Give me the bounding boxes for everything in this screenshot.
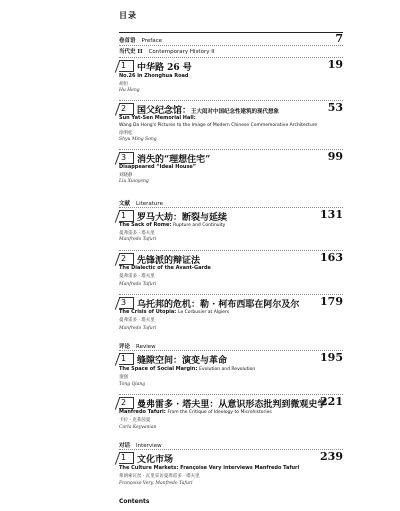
entry-author-zh: 童强 [119, 375, 128, 380]
entry-title-sub: 王大闳对中国纪念性建筑的现代想象 [191, 109, 280, 115]
entry-author-en: Françoise Very, Manfredo Tafuri [119, 481, 193, 486]
toc-title: 目录 [119, 10, 137, 20]
entry-subtitle: The Space of Social Margin: Evolution and Revolution [119, 366, 256, 372]
page-number: 7 [335, 32, 343, 45]
entry-author-zh: 曼弗雷多 · 塔夫里 [119, 318, 155, 323]
entry-subtitle-sub: Wang Da Hong's Pictures to the Image of Modern Chinese Commemorative Architecture [119, 123, 318, 128]
section-en: Review [136, 344, 156, 350]
entry-title: 先锋派的辩证法 [137, 256, 201, 266]
entry-author-zh: 曼弗雷多 · 塔夫里 [119, 231, 155, 236]
entry-rule [119, 57, 343, 58]
entry-subtitle: Sun Yat-Sen Memorial Hall: [119, 115, 196, 121]
page-number: 99 [327, 150, 343, 163]
entry-author-en: Manfredo Tafuri [119, 237, 157, 242]
entry-title: 中华路 26 号 [137, 63, 192, 73]
entry-subtitle: Disappeared “Ideal House” [119, 164, 197, 170]
entry-title: 乌托邦的危机：勒 · 柯布西耶在阿尔及尔 [137, 300, 300, 310]
entry-subtitle: Manfredo Tafuri: From the Critique of Ideology to Microhistories [119, 409, 272, 415]
entry-number: 1 [119, 452, 134, 464]
entry-author-en: Shyu Ming Song [119, 137, 157, 142]
entry-number: 2 [119, 253, 134, 265]
entry-number: 2 [119, 397, 134, 409]
section-review [119, 342, 156, 350]
entry-rule [119, 207, 343, 208]
page-number: 163 [320, 251, 343, 264]
footer-label: Contents [119, 498, 150, 505]
entry-title: 消失的“理想住宅” [137, 155, 211, 165]
entry-rule [119, 294, 343, 295]
entry-author-en: Tong Qiang [119, 382, 146, 387]
page-number: 19 [327, 58, 343, 71]
entry-rule [119, 149, 343, 150]
page-number: 195 [320, 351, 343, 364]
entry-author-en: Manfredo Tafuri [119, 282, 157, 287]
section-en: Preface [141, 38, 162, 44]
page-number: 239 [320, 450, 343, 463]
section-rule [119, 32, 343, 33]
entry-title: 曼弗雷多 · 塔夫里：从意识形态批判到微观史学 [137, 400, 327, 410]
entry-author-zh: 胡恒 [119, 82, 128, 87]
entry-number: 1 [119, 353, 134, 365]
entry-subtitle: The Sack of Rome: Rupture and Continuity [119, 222, 226, 228]
entry-title: 国父纪念馆：王大闳对中国纪念性建筑的现代想象 [137, 106, 280, 116]
section-zh: 评论 [119, 344, 131, 350]
entry-rule [119, 394, 343, 395]
entry-rule [119, 350, 343, 351]
section-rule [119, 45, 343, 46]
entry-rule [119, 449, 343, 450]
entry-author-en: Liu Xiaoyeng [119, 179, 149, 184]
section-literature [119, 199, 163, 207]
section-contemporary-history [119, 47, 214, 55]
page-number: 179 [320, 295, 343, 308]
entry-rule [119, 250, 343, 251]
entry-title: 缝隙空间：演变与革命 [137, 356, 228, 366]
entry-author-en: Carla Keyvanian [119, 425, 157, 430]
entry-title: 罗马大劫：断裂与延续 [137, 213, 228, 223]
page-number: 53 [327, 101, 343, 114]
entry-title: 文化市场 [137, 455, 174, 465]
page-number: 221 [320, 395, 343, 408]
section-zh: 卷首语 [119, 38, 136, 44]
entry-author-zh: 徐明松 [119, 131, 133, 136]
section-interview [119, 441, 162, 449]
entry-rule [119, 100, 343, 101]
section-zh: 当代史 II [119, 49, 143, 55]
entry-author-en: Hu Heng [119, 88, 140, 93]
entry-subtitle: No.26 in Zhonghua Road [119, 73, 189, 79]
entry-author-zh: 卡拉 · 克莱茵曼 [119, 418, 151, 423]
entry-author-zh: 刘晓静 [119, 173, 133, 178]
section-en: Literature [136, 201, 163, 207]
entry-author-zh: 曼弗雷多 · 塔夫里 [119, 274, 155, 279]
section-zh: 文献 [119, 201, 131, 207]
page-number: 131 [320, 208, 343, 221]
entry-number: 1 [119, 210, 134, 222]
entry-number: 1 [119, 60, 134, 72]
section-zh: 对话 [119, 443, 131, 449]
entry-author-en: Manfredo Tafuri [119, 326, 157, 331]
entry-number: 3 [119, 297, 134, 309]
entry-subtitle: The Culture Markets: Françoise Very interviews Manfredo Tafuri [119, 465, 300, 471]
entry-number: 3 [119, 152, 134, 164]
entry-subtitle: The Crisis of Utopia: Le Corbusier at Algiers [119, 309, 230, 315]
section-en: Contemporary History II [148, 49, 215, 55]
entry-subtitle: The Dialectic of the Avant-Garde [119, 265, 211, 271]
section-en: Interview [136, 443, 162, 449]
section-preface [119, 36, 162, 44]
entry-author-zh: 弗朗索瓦丝 · 瓦里采访曼弗雷多 · 塔夫里 [119, 474, 200, 479]
entry-number: 2 [119, 103, 134, 115]
